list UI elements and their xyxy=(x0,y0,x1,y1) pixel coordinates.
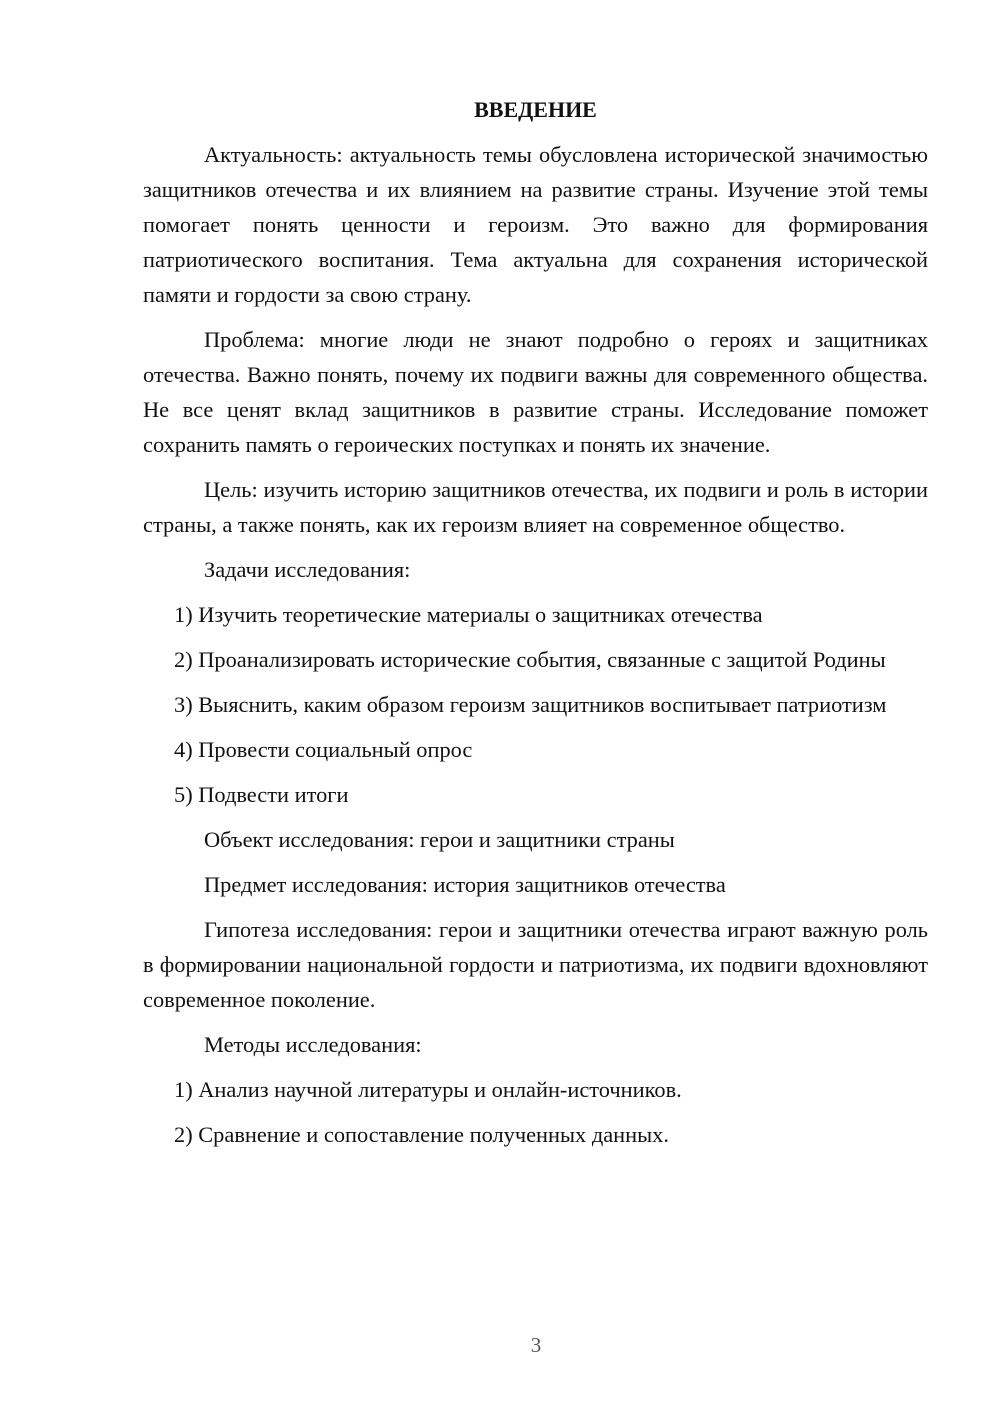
task-item: 5) Подвести итоги xyxy=(174,782,349,807)
page-number: 3 xyxy=(530,1333,542,1357)
methods-heading: Методы исследования: xyxy=(204,1032,422,1057)
page-title: ВВЕДЕНИЕ xyxy=(474,97,597,122)
task-item: 1) Изучить теоретические материалы о защитниках отечества xyxy=(174,602,763,627)
goal-paragraph: Цель: изучить историю защитников отечества, их подвиги и роль в истории страны, а также понять, как их героизм влияет на современное общество. xyxy=(143,477,928,537)
task-item: 4) Провести социальный опрос xyxy=(174,737,473,762)
object-paragraph: Объект исследования: герои и защитники страны xyxy=(204,827,675,852)
task-item: 2) Проанализировать исторические события, связанные с защитой Родины xyxy=(174,647,886,672)
problem-paragraph: Проблема: многие люди не знают подробно о героях и защитниках отечества. Важно понять, почему их подвиги важны для современного общества. Не все ценят вклад защитников в развитие страны. Исследование поможет сохранить память о героических поступках и понять их значение. xyxy=(143,327,928,457)
hypothesis-paragraph: Гипотеза исследования: герои и защитники отечества играют важную роль в формировании национальной гордости и патриотизма, их подвиги вдохновляют современное поколение. xyxy=(143,917,928,1012)
method-item: 1) Анализ научной литературы и онлайн-источников. xyxy=(174,1077,682,1102)
method-item: 2) Сравнение и сопоставление полученных данных. xyxy=(174,1122,669,1147)
task-item: 3) Выяснить, каким образом героизм защитников воспитывает патриотизм xyxy=(174,692,887,717)
page-content xyxy=(143,95,928,1162)
relevance-paragraph: Актуальность: актуальность темы обусловлена исторической значимостью защитников отечества и их влиянием на развитие страны. Изучение этой темы помогает понять ценности и героизм. Это важно для формирования патриотического воспитания. Тема актуальна для сохранения исторической памяти и гордости за свою страну. xyxy=(143,142,928,307)
tasks-heading: Задачи исследования: xyxy=(204,557,411,582)
subject-paragraph: Предмет исследования: история защитников отечества xyxy=(204,872,726,897)
